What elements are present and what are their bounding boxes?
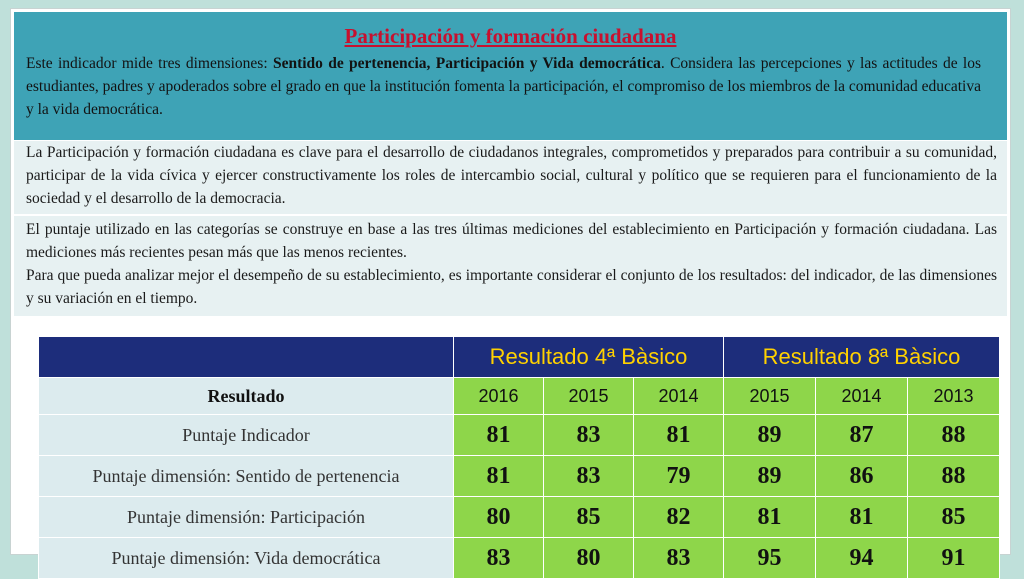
score-cell: 79 [634, 456, 724, 497]
table-row [39, 456, 1000, 497]
score-cell: 95 [724, 538, 816, 579]
score-cell: 91 [908, 538, 1000, 579]
score-cell: 80 [454, 497, 544, 538]
score-cell: 86 [816, 456, 908, 497]
score-cell: 83 [454, 538, 544, 579]
group-header-4-basico: Resultado 4ª Bàsico [454, 337, 724, 378]
year-cell: 2015 [724, 378, 816, 415]
year-cell: 2014 [634, 378, 724, 415]
scoring-paragraph: El puntaje utilizado en las categorías se construye en base a las tres últimas mediciones del establecimiento en Participación y formación ciudadana. Las mediciones más recientes pesan más que las menos recientes. [26, 221, 997, 261]
score-cell: 80 [544, 538, 634, 579]
scoring-box [14, 216, 1007, 316]
score-cell: 85 [544, 497, 634, 538]
table-row [39, 497, 1000, 538]
scoring-paragraphs [26, 218, 997, 310]
intro-text-2: . Considera las percepciones y las actitudes de los estudiantes, padres y apoderados sobre el grado en que la institución fomenta la participación, el compromiso de los miembros de la comunidad educativa y la vida democrática. [26, 55, 981, 118]
group-header-8-basico: Resultado 8ª Bàsico [724, 337, 1000, 378]
score-cell: 81 [454, 456, 544, 497]
intro-paragraph [26, 52, 981, 121]
intro-text-1: Este indicador mide tres dimensiones: [26, 55, 273, 72]
score-cell: 94 [816, 538, 908, 579]
score-cell: 81 [634, 415, 724, 456]
table-year-row [39, 378, 1000, 415]
score-cell: 81 [816, 497, 908, 538]
table-row [39, 415, 1000, 456]
analysis-paragraph: Para que pueda analizar mejor el desempeño de su establecimiento, es importante considerar el conjunto de los resultados: del indicador, de las dimensiones y su variación en el tiempo. [26, 267, 997, 307]
page-title: Participación y formación ciudadana [344, 24, 677, 48]
intro-dimensions: Sentido de pertenencia, Participación y Vida democrática [272, 55, 661, 72]
table-row [39, 538, 1000, 579]
score-cell: 82 [634, 497, 724, 538]
row-label: Puntaje Indicador [39, 415, 454, 456]
score-cell: 88 [908, 456, 1000, 497]
row-label: Puntaje dimensión: Participación [39, 497, 454, 538]
row-label: Puntaje dimensión: Sentido de pertenencia [39, 456, 454, 497]
score-cell: 89 [724, 415, 816, 456]
year-cell: 2015 [544, 378, 634, 415]
row-label: Puntaje dimensión: Vida democrática [39, 538, 454, 579]
table-group-header-row [39, 337, 1000, 378]
year-cell: 2014 [816, 378, 908, 415]
description-box [14, 141, 1007, 214]
results-table [38, 336, 1000, 579]
score-cell: 88 [908, 415, 1000, 456]
score-cell: 83 [544, 415, 634, 456]
score-cell: 85 [908, 497, 1000, 538]
description-paragraph: La Participación y formación ciudadana es clave para el desarrollo de ciudadanos integrales, comprometidos y preparados para contribuir a su comunidad, participar de la vida cívica y ejercer constructivamente los roles de intercambio social, cultural y político que se requieren para el funcionamiento de la sociedad y el desarrollo de la democracia. [26, 144, 997, 207]
slide [10, 8, 1011, 571]
row-header-resultado: Resultado [39, 378, 454, 415]
score-cell: 89 [724, 456, 816, 497]
score-cell: 87 [816, 415, 908, 456]
score-cell: 81 [454, 415, 544, 456]
score-cell: 81 [724, 497, 816, 538]
year-cell: 2013 [908, 378, 1000, 415]
score-cell: 83 [544, 456, 634, 497]
score-cell: 83 [634, 538, 724, 579]
header-box [14, 12, 1007, 140]
year-cell: 2016 [454, 378, 544, 415]
table-corner-cell [39, 337, 454, 378]
